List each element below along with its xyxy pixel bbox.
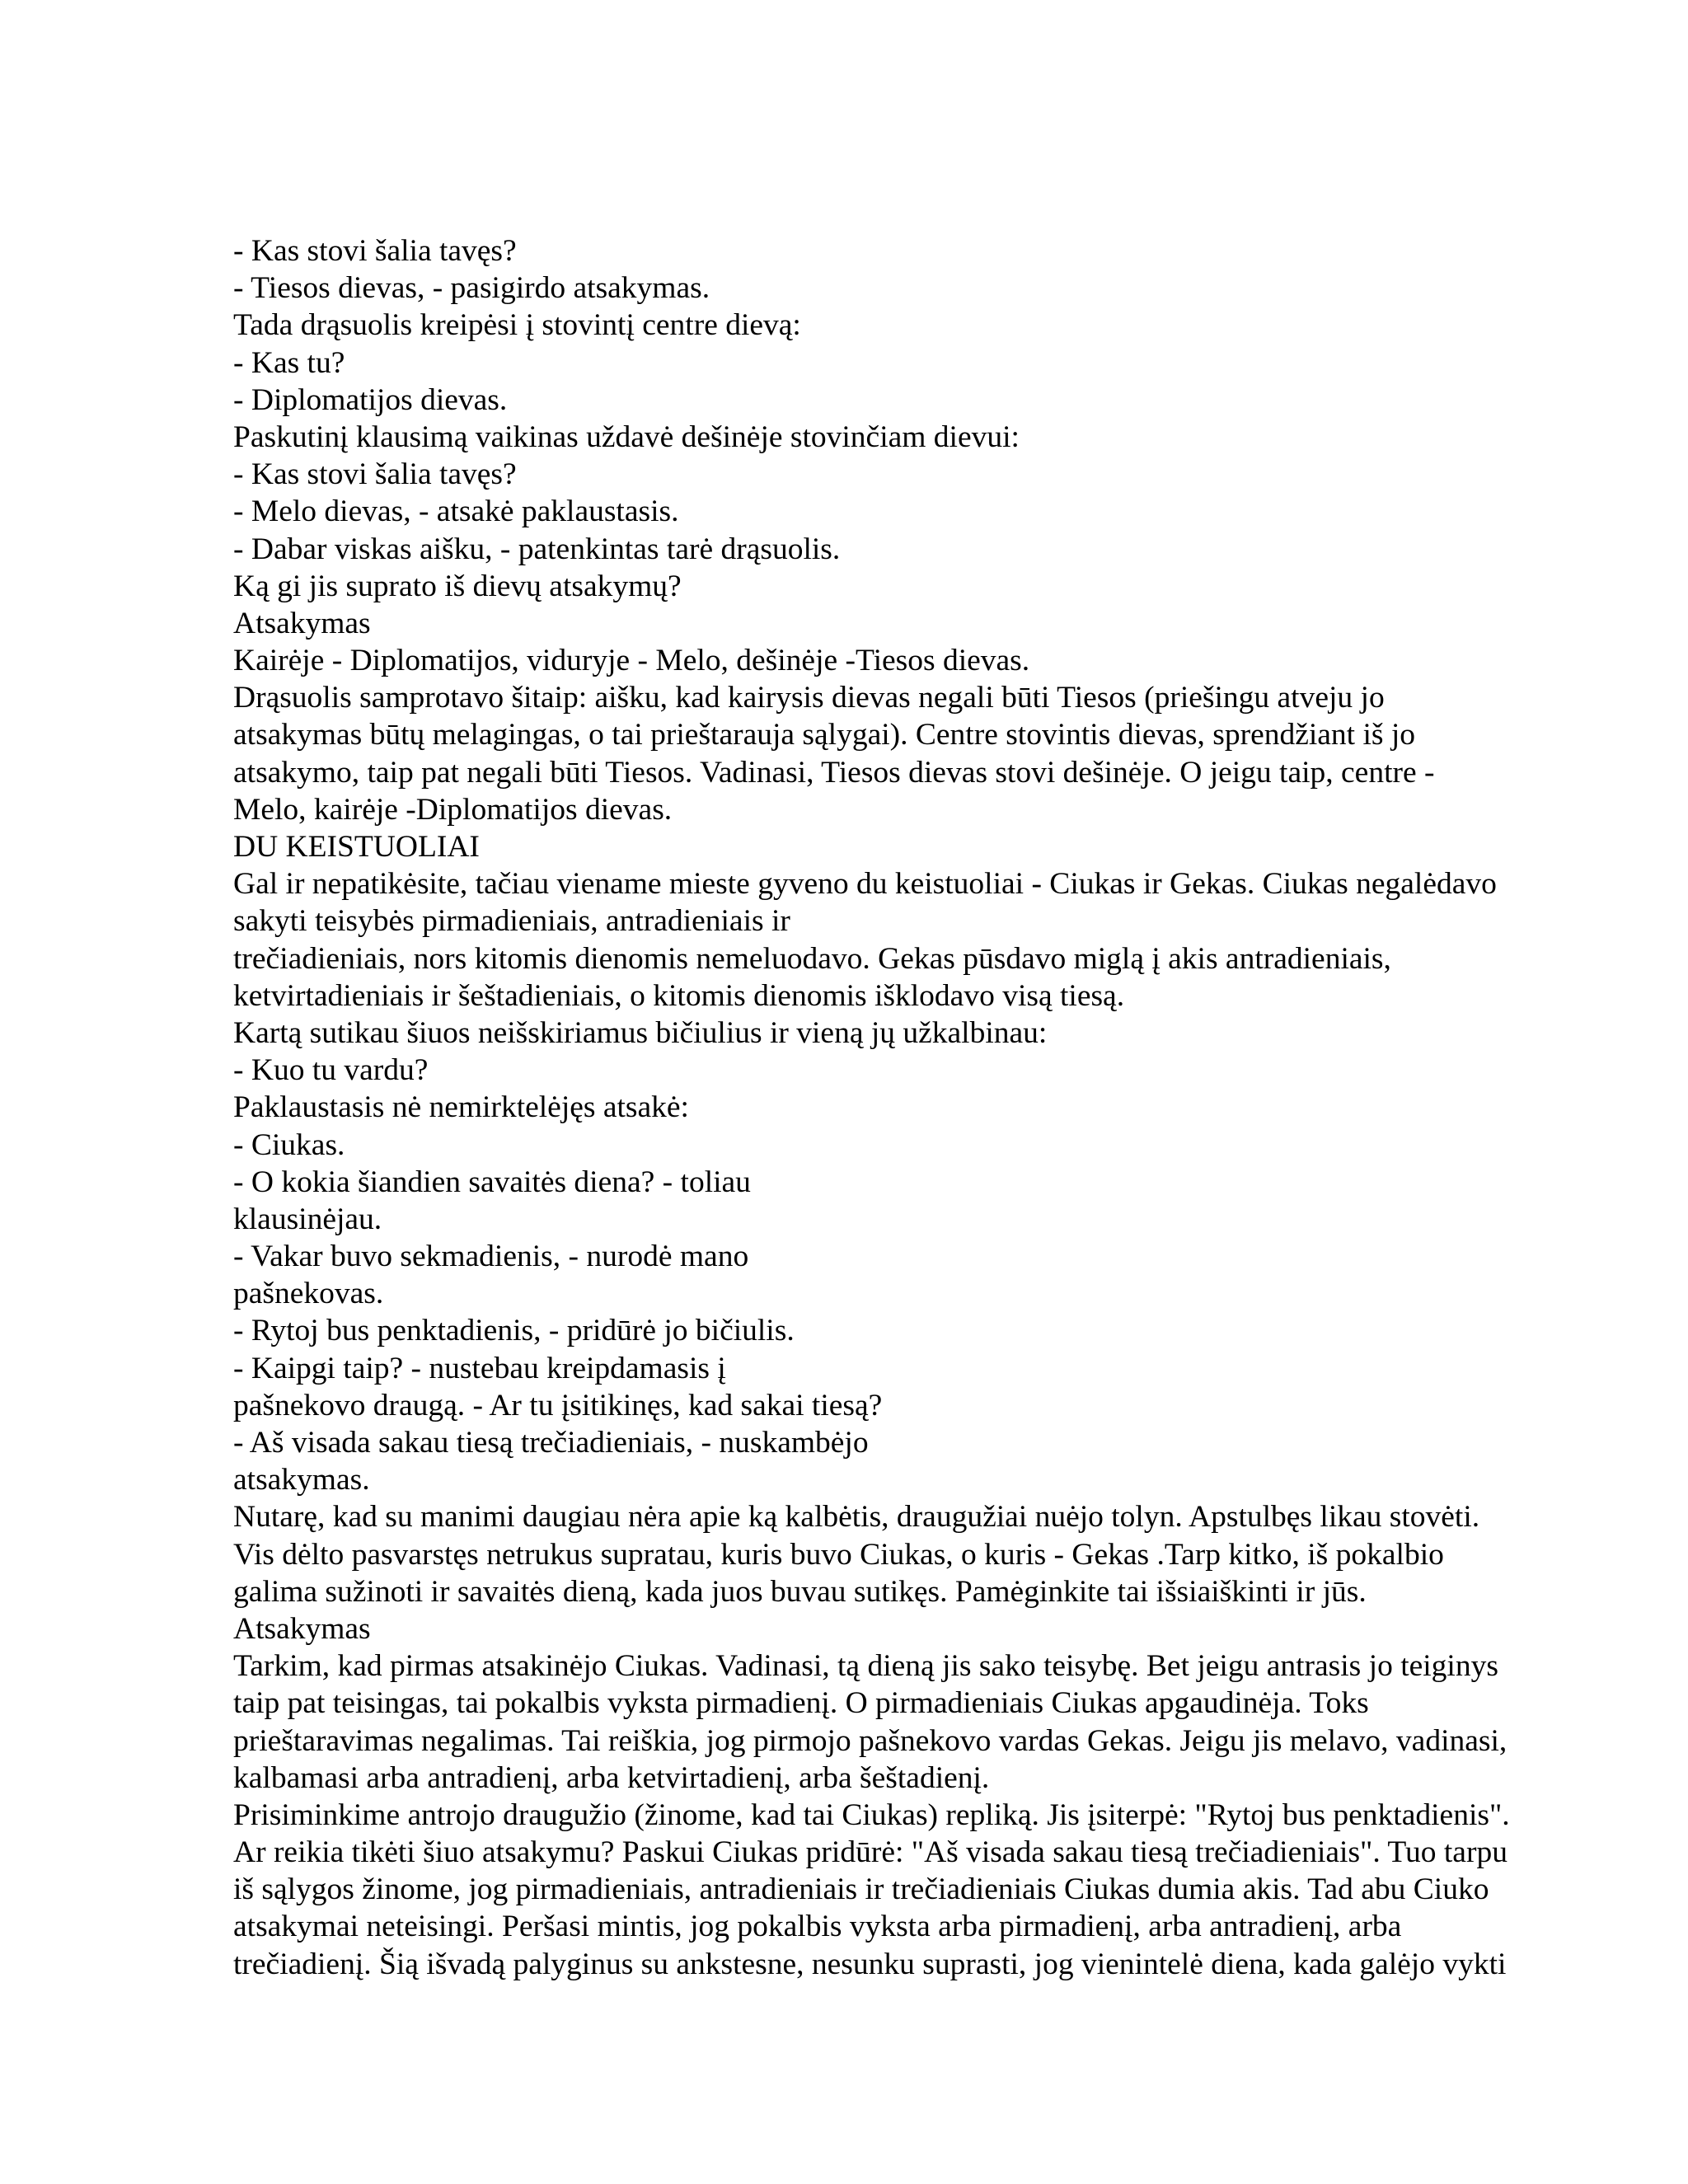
text-line: Vis dėlto pasvarstęs netrukus supratau, kuris buvo Ciukas, o kuris - Gekas .Tarp kitko, iš pokalbio [233,1537,1444,1572]
text-line: - Diplomatijos dievas. [233,382,508,417]
text-line: - Dabar viskas aišku, - patenkintas tarė drąsuolis. [233,532,841,566]
text-line: Melo, kairėje -Diplomatijos dievas. [233,792,673,827]
text-line: Prisiminkime antrojo draugužio (žinome, kad tai Ciukas) repliką. Jis įsiterpė: "Rytoj bus penktadienis". [233,1797,1510,1832]
text-line: - Rytoj bus penktadienis, - pridūrė jo bičiulis. [233,1314,795,1348]
text-line: taip pat teisingas, tai pokalbis vyksta pirmadienį. O pirmadieniais Ciukas apgaudinėja. Toks [233,1686,1369,1721]
text-line: - Melo dievas, - atsakė paklaustasis. [233,494,679,529]
text-line: pašnekovo draugą. - Ar tu įsitikinęs, kad sakai tiesą? [233,1388,883,1422]
text-line: iš sąlygos žinome, jog pirmadieniais, antradieniais ir trečiadieniais Ciukas dumia akis. Tad abu Ciuko [233,1872,1489,1907]
text-line: atsakymo, taip pat negali būti Tiesos. Vadinasi, Tiesos dievas stovi dešinėje. O jeigu taip, centre - [233,755,1435,790]
section-heading: DU KEISTUOLIAI [233,830,480,864]
document-text [233,232,1568,1983]
text-line: Tarkim, kad pirmas atsakinėjo Ciukas. Vadinasi, tą dieną jis sako teisybę. Bet jeigu antrasis jo teiginys [233,1649,1498,1684]
text-line: - Kas stovi šalia tavęs? [233,234,517,268]
answer-heading: Atsakymas [233,1611,371,1646]
text-line: trečiadienį. Šią išvadą palyginus su ankstesne, nesunku suprasti, jog vienintelė diena, kada galėjo vykti [233,1947,1507,1981]
text-line: klausinėjau. [233,1202,382,1236]
text-line: Drąsuolis samprotavo šitaip: aišku, kad kairysis dievas negali būti Tiesos (priešingu atveju jo [233,681,1385,715]
text-line: - Vakar buvo sekmadienis, - nurodė mano [233,1240,749,1274]
text-line: - Ciukas. [233,1127,345,1162]
text-line: sakyti teisybės pirmadieniais, antradieniais ir [233,904,790,939]
text-line: Paskutinį klausimą vaikinas uždavė dešinėje stovinčiam dievui: [233,419,1020,454]
text-line: Paklaustasis nė nemirktelėjęs atsakė: [233,1090,689,1125]
text-line: trečiadieniais, nors kitomis dienomis nemeluodavo. Gekas pūsdavo miglą į akis antradieniais, [233,941,1391,976]
text-line: kalbamasi arba antradienį, arba ketvirtadienį, arba šeštadienį. [233,1760,990,1795]
text-line: - O kokia šiandien savaitės diena? - toliau [233,1165,751,1199]
text-line: - Kaipgi taip? - nustebau kreipdamasis į [233,1351,726,1385]
text-line: Kairėje - Diplomatijos, viduryje - Melo, dešinėje -Tiesos dievas. [233,644,1030,678]
text-line: galima sužinoti ir savaitės dieną, kada juos buvau sutikęs. Pamėginkite tai išsiaiškinti ir jūs. [233,1574,1367,1609]
text-line: ketvirtadieniais ir šeštadieniais, o kitomis dienomis išklodavo visą tiesą. [233,978,1125,1013]
text-line: - Kas stovi šalia tavęs? [233,457,517,492]
answer-heading: Atsakymas [233,606,371,640]
text-line: Tada drąsuolis kreipėsi į stovintį centre dievą: [233,308,801,343]
text-line: Ką gi jis suprato iš dievų atsakymų? [233,569,682,603]
text-line: Nutarę, kad su manimi daugiau nėra apie ką kalbėtis, draugužiai nuėjo tolyn. Apstulbęs likau stovėti. [233,1500,1480,1535]
text-line: atsakymas. [233,1463,370,1497]
text-line: Kartą sutikau šiuos neišskiriamus bičiulius ir vieną jų užkalbinau: [233,1015,1048,1050]
text-line: prieštaravimas negalimas. Tai reiškia, jog pirmojo pašnekovo vardas Gekas. Jeigu jis melavo, vadinasi, [233,1723,1507,1758]
text-line: atsakymas būtų melagingas, o tai prieštarauja sąlygai). Centre stovintis dievas, sprendžiant iš jo [233,718,1416,752]
text-line: atsakymai neteisingi. Peršasi mintis, jog pokalbis vyksta arba pirmadienį, arba antradienį, arba [233,1910,1402,1944]
text-line: Gal ir nepatikėsite, tačiau viename mieste gyveno du keistuoliai - Ciukas ir Gekas. Ciukas negalėdavo [233,867,1497,902]
text-line: - Kas tu? [233,345,345,380]
text-line: - Tiesos dievas, - pasigirdo atsakymas. [233,271,710,306]
text-line: Ar reikia tikėti šiuo atsakymu? Paskui Ciukas pridūrė: "Aš visada sakau tiesą trečiadieniais". Tuo tarpu [233,1835,1507,1870]
text-line: - Aš visada sakau tiesą trečiadieniais, - nuskambėjo [233,1426,869,1460]
text-line: - Kuo tu vardu? [233,1053,429,1088]
text-line: pašnekovas. [233,1277,384,1311]
